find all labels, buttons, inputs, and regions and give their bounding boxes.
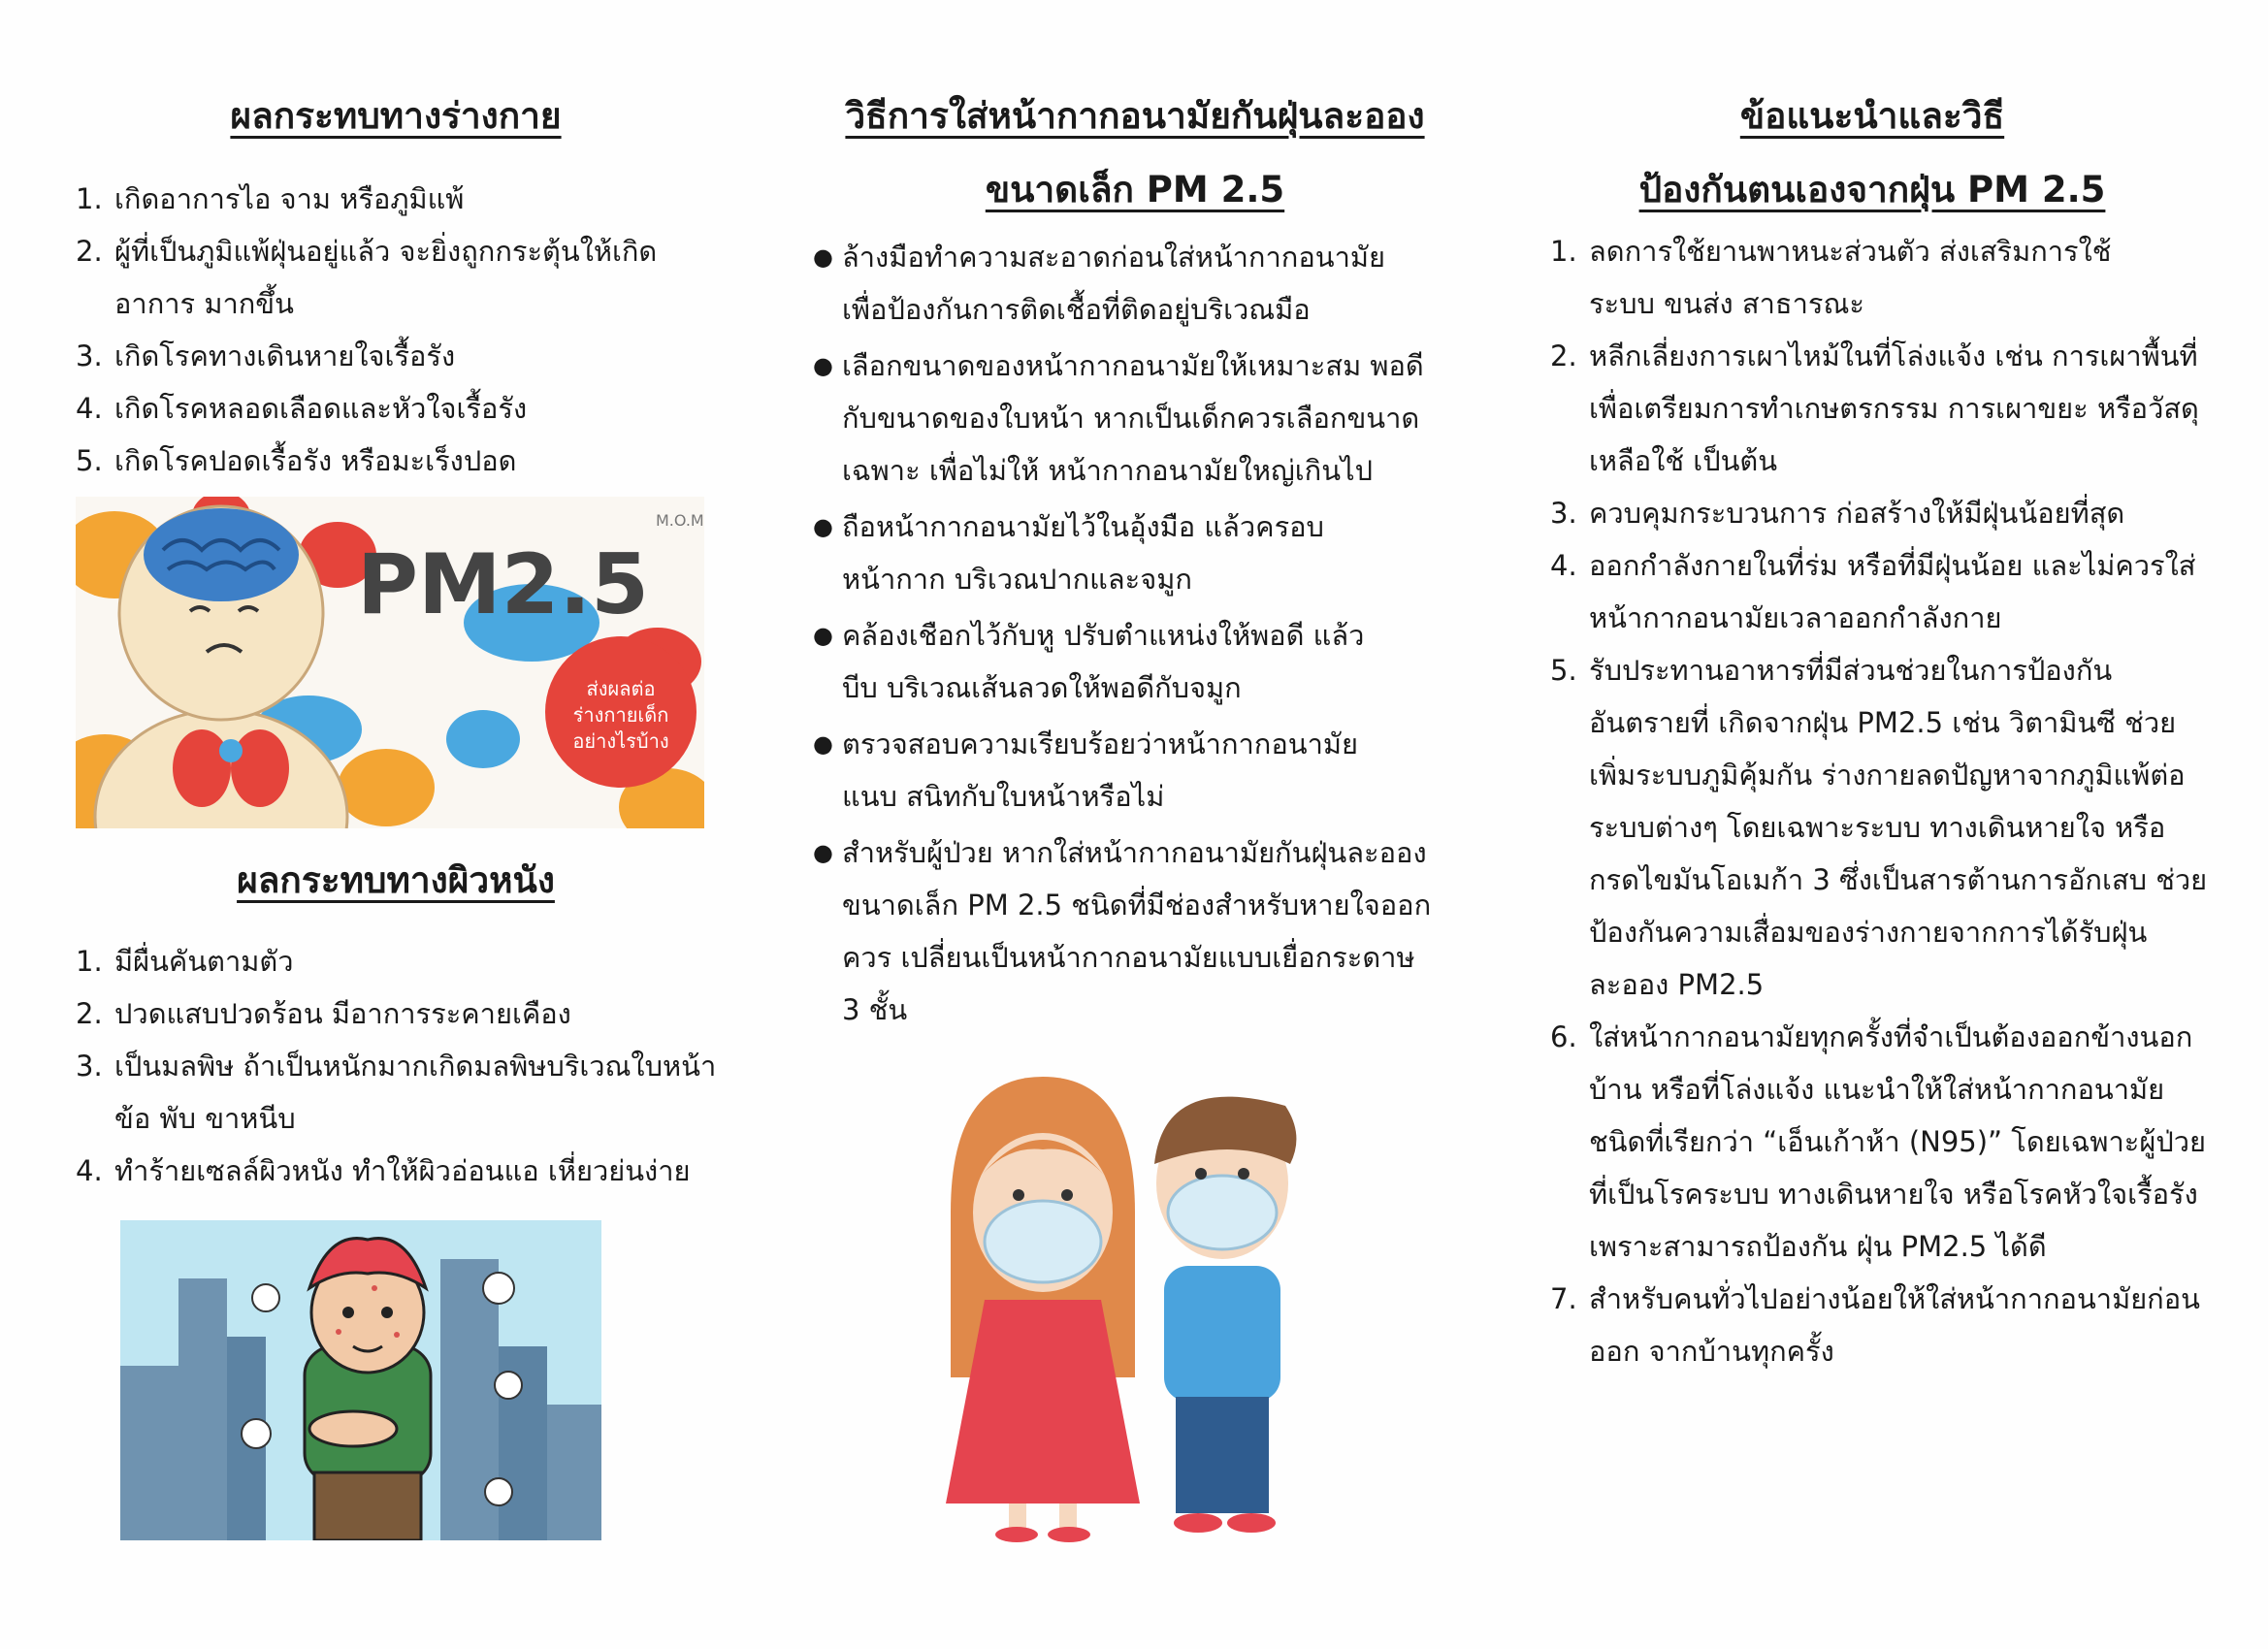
list-item: 5. เกิดโรคปอดเรื้อรัง หรือมะเร็งปอด — [76, 444, 517, 477]
list-item: 3. ควบคุมกระบวนการ ก่อสร้างให้มีฝุ่นน้อยที่สุด — [1550, 497, 2125, 530]
poster-badge-line1: ส่งผลต่อ — [586, 677, 656, 700]
list-item: 2. หลีกเลี่ยงการเผาไหม้ในที่โล่งแจ้ง เช่น การเผาพื้นที่ เพื่อเตรียมการทำเกษตรกรรม การเผาขยะ หรือวัสดุ เหลือใช้ เป็นต้น — [1550, 340, 2199, 477]
poster-badge-line2: ร่างกายเด็ก — [572, 703, 669, 727]
list-item: 1. ลดการใช้ยานพาหนะส่วนตัว ส่งเสริมการใช้ระบบ ขนส่ง สาธารณะ — [1550, 235, 2112, 320]
body-effects-list — [76, 173, 735, 487]
children-wearing-masks-illustration — [931, 1067, 1339, 1542]
skin-irritation-illustration — [120, 1220, 601, 1540]
list-item: ● ล้างมือทำความสะอาดก่อนใส่หน้ากากอนามัย เพื่อป้องกันการติดเชื้อที่ติดอยู่บริเวณมือ — [813, 241, 1385, 326]
list-item: 3. เกิดโรคทางเดินหายใจเรื้อรัง — [76, 340, 456, 372]
skin-effects-list — [76, 935, 735, 1197]
skin-effects-heading: ผลกระทบทางผิวหนัง — [237, 859, 555, 901]
protection-heading-line2: ป้องกันตนเองจากฝุ่น PM 2.5 — [1638, 169, 2106, 210]
list-item: 4. ออกกำลังกายในที่ร่ม หรือที่มีฝุ่นน้อย และไม่ควรใส่ หน้ากากอนามัยเวลาออกกำลังกาย — [1550, 549, 2196, 634]
list-item: ● เลือกขนาดของหน้ากากอนามัยให้เหมาะสม พอดีกับขนาดของใบหน้า หากเป็นเด็กควรเลือกขนาดเฉพาะ เพื่อไม่ให้ หน้ากากอนามัยใหญ่เกินไป — [813, 349, 1424, 487]
list-item: 5. รับประทานอาหารที่มีส่วนช่วยในการป้องกัน อันตรายที่ เกิดจากฝุ่น PM2.5 เช่น วิตามินซี ช่วย เพิ่มระบบภูมิคุ้มกัน ร่างกายลดปัญหาจากภูมิแพ้ต่อ ระบบต่างๆ โดยเฉพาะระบบ ทางเดินหายใจ หรือ กรดไขมันโอเมก้า 3 ซึ่งเป็นสารต้านการอักเสบ ช่วย ป้องกันความเสื่อมของร่างกายจากการได้รับฝุ่น ละออง PM2.5 — [1550, 654, 2208, 1001]
list-item: 3. เป็นมลพิษ ถ้าเป็นหนักมากเกิดมลพิษบริเวณใบหน้า ข้อ พับ ขาหนีบ — [76, 1050, 717, 1135]
list-item: ● คล้องเชือกไว้กับหู ปรับตำแหน่งให้พอดี แล้วบีบ บริเวณเส้นลวดให้พอดีกับจมูก — [813, 619, 1365, 704]
poster-brand: M.O.M — [656, 511, 704, 530]
list-item: 1. เกิดอาการไอ จาม หรือภูมิแพ้ — [76, 182, 465, 215]
list-item: 2. ปวดแสบปวดร้อน มีอาการระคายเคือง — [76, 997, 571, 1030]
poster-badge-line3: อย่างไรบ้าง — [572, 729, 669, 753]
list-item: ● สำหรับผู้ป่วย หากใส่หน้ากากอนามัยกันฝุ่นละออง ขนาดเล็ก PM 2.5 ชนิดที่มีช่องสำหรับหายใจออก ควร เปลี่ยนเป็นหน้ากากอนามัยแบบเยื่อกระดาษ 3 ชั้น — [813, 836, 1432, 1026]
list-item: 2. ผู้ที่เป็นภูมิแพ้ฝุ่นอยู่แล้ว จะยิ่งถูกกระตุ้นให้เกิด อาการ มากขึ้น — [76, 235, 658, 320]
poster-title: PM2.5 — [357, 536, 649, 633]
mask-method-heading-line1: วิธีการใส่หน้ากากอนามัยกันฝุ่นละออง — [845, 95, 1425, 137]
list-item: 4. เกิดโรคหลอดเลือดและหัวใจเรื้อรัง — [76, 392, 528, 425]
body-effects-heading: ผลกระทบทางร่างกาย — [230, 95, 562, 137]
mask-method-heading-line2: ขนาดเล็ก PM 2.5 — [985, 169, 1285, 210]
protection-heading-line1: ข้อแนะนำและวิธี — [1739, 95, 2005, 137]
pm25-child-poster — [76, 497, 704, 828]
list-item: ● ตรวจสอบความเรียบร้อยว่าหน้ากากอนามัยแนบ สนิทกับใบหน้าหรือไม่ — [813, 728, 1358, 813]
list-item: 6. ใส่หน้ากากอนามัยทุกครั้งที่จำเป็นต้องออกข้างนอก บ้าน หรือที่โล่งแจ้ง แนะนำให้ใส่หน้ากากอนามัย ชนิดที่เรียกว่า “เอ็นเก้าห้า (N95)” โดยเฉพาะผู้ป่วย ที่เป็นโรคระบบ ทางเดินหายใจ หรือโรคหัวใจเรื้อรัง เพราะสามารถป้องกัน ฝุ่น PM2.5 ได้ดี — [1550, 1020, 2207, 1263]
mask-steps-list — [813, 231, 1453, 1036]
list-item: ● ถือหน้ากากอนามัยไว้ในอุ้งมือ แล้วครอบหน้ากาก บริเวณปากและจมูก — [813, 510, 1324, 596]
list-item: 4. ทำร้ายเซลล์ผิวหนัง ทำให้ผิวอ่อนแอ เหี่ยวย่นง่าย — [76, 1154, 691, 1187]
list-item: 7. สำหรับคนทั่วไปอย่างน้อยให้ใส่หน้ากากอนามัยก่อน ออก จากบ้านทุกครั้ง — [1550, 1282, 2200, 1368]
protection-list — [1550, 225, 2212, 1377]
list-item: 1. มีผื่นคันตามตัว — [76, 945, 294, 978]
